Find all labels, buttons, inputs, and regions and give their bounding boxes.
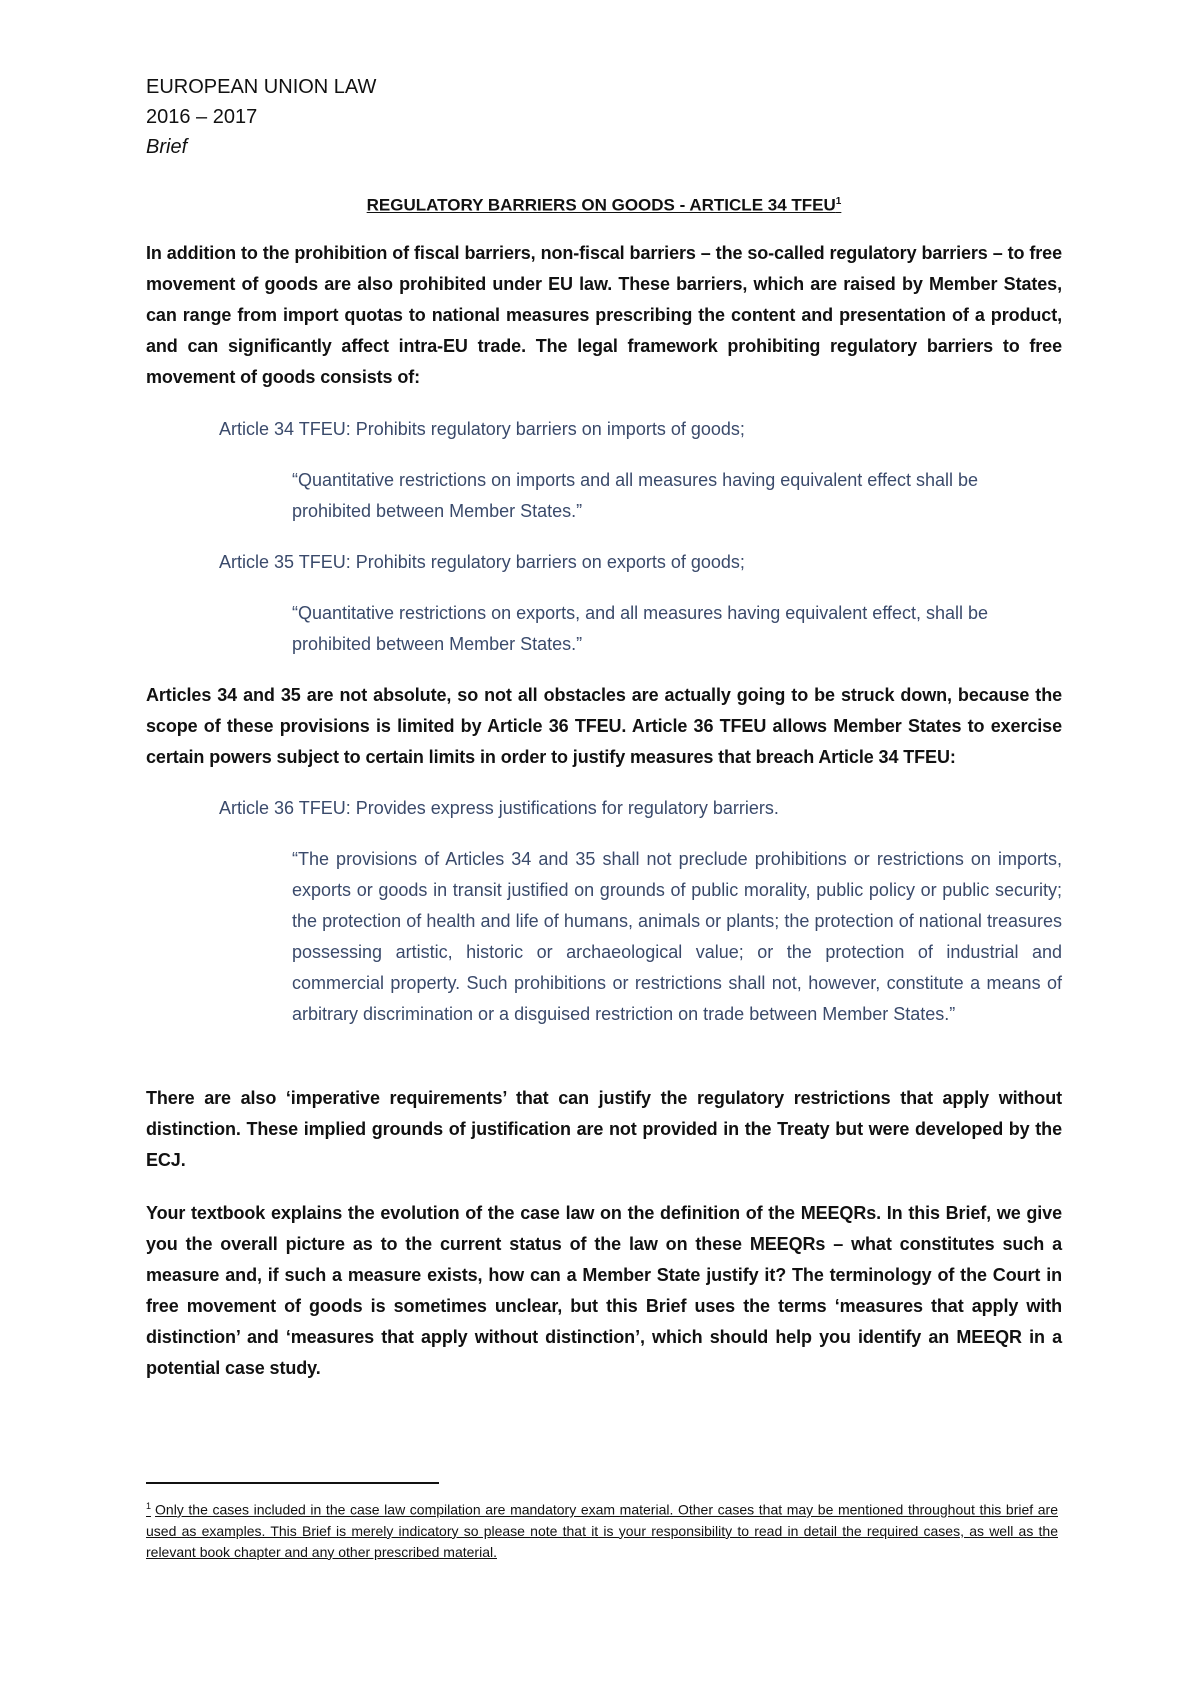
imperative-requirements-paragraph: There are also ‘imperative requirements’ that can justify the regulatory restrictions that apply without distinction. These implied grounds of justification are not provided in the Treaty but were developed by the ECJ.	[146, 1088, 1062, 1170]
document-type: Brief	[146, 136, 188, 158]
title-footnote-ref[interactable]: 1	[835, 196, 842, 207]
course-name: EUROPEAN UNION LAW	[146, 76, 377, 98]
page-title	[146, 190, 1062, 218]
textbook-paragraph: Your textbook explains the evolution of the case law on the definition of the MEEQRs. In this Brief, we give you the overall picture as to the current status of the law on these MEEQRs – what constitutes such a measure and, if such a measure exists, how can a Member State justify it? The terminology of the Court in free movement of goods is sometimes unclear, but this Brief uses the terms ‘measures that apply with distinction’ and ‘measures that apply without distinction’, which should help you identify an MEEQR in a potential case study.	[146, 1203, 1062, 1378]
intro-paragraph: In addition to the prohibition of fiscal barriers, non-fiscal barriers – the so-called regulatory barriers – to free movement of goods are also prohibited under EU law. These barriers, which are raised by Member States, can range from import quotas to national measures prescribing the content and presentation of a product, and can significantly affect intra-EU trade. The legal framework prohibiting regulatory barriers to free movement of goods consists of:	[146, 243, 1062, 387]
footnote	[146, 1496, 1058, 1563]
footnote-text: Only the cases included in the case law compilation are mandatory exam material. Other cases that may be mentioned throughout this brief are used as examples. This Brief is merely indicatory so please note that it is your responsibility to read in detail the required cases, as well as the relevant book chapter and any other prescribed material.	[146, 1501, 1058, 1560]
article-34-heading: Article 34 TFEU: Prohibits regulatory barriers on imports of goods;	[219, 419, 745, 439]
article-35-heading: Article 35 TFEU: Prohibits regulatory barriers on exports of goods;	[219, 552, 745, 572]
article-35-quote: “Quantitative restrictions on exports, and all measures having equivalent effect, shall be prohibited between Member States.”	[292, 603, 989, 654]
article-36-quote: “The provisions of Articles 34 and 35 shall not preclude prohibitions or restrictions on imports, exports or goods in transit justified on grounds of public morality, public policy or public security; the protection of health and life of humans, animals or plants; the protection of national treasures possessing artistic, historic or archaeological value; or the protection of industrial and commercial property. Such prohibitions or restrictions shall not, however, constitute a means of arbitrary discrimination or a disguised restriction on trade between Member States.”	[292, 849, 1062, 1024]
article-34-quote: “Quantitative restrictions on imports and all measures having equivalent effect shall be prohibited between Member States.”	[292, 470, 979, 521]
footnote-number: 1	[146, 1501, 152, 1511]
footnote-separator	[146, 1482, 439, 1484]
not-absolute-paragraph: Articles 34 and 35 are not absolute, so not all obstacles are actually going to be struck down, because the scope of these provisions is limited by Article 36 TFEU. Article 36 TFEU allows Member States to exercise certain powers subject to certain limits in order to justify measures that breach Article 34 TFEU:	[146, 685, 1062, 767]
article-36-heading: Article 36 TFEU: Provides express justifications for regulatory barriers.	[219, 798, 779, 818]
title-text: REGULATORY BARRIERS ON GOODS - ARTICLE 34 TFEU	[366, 195, 836, 215]
academic-year: 2016 – 2017	[146, 106, 258, 128]
